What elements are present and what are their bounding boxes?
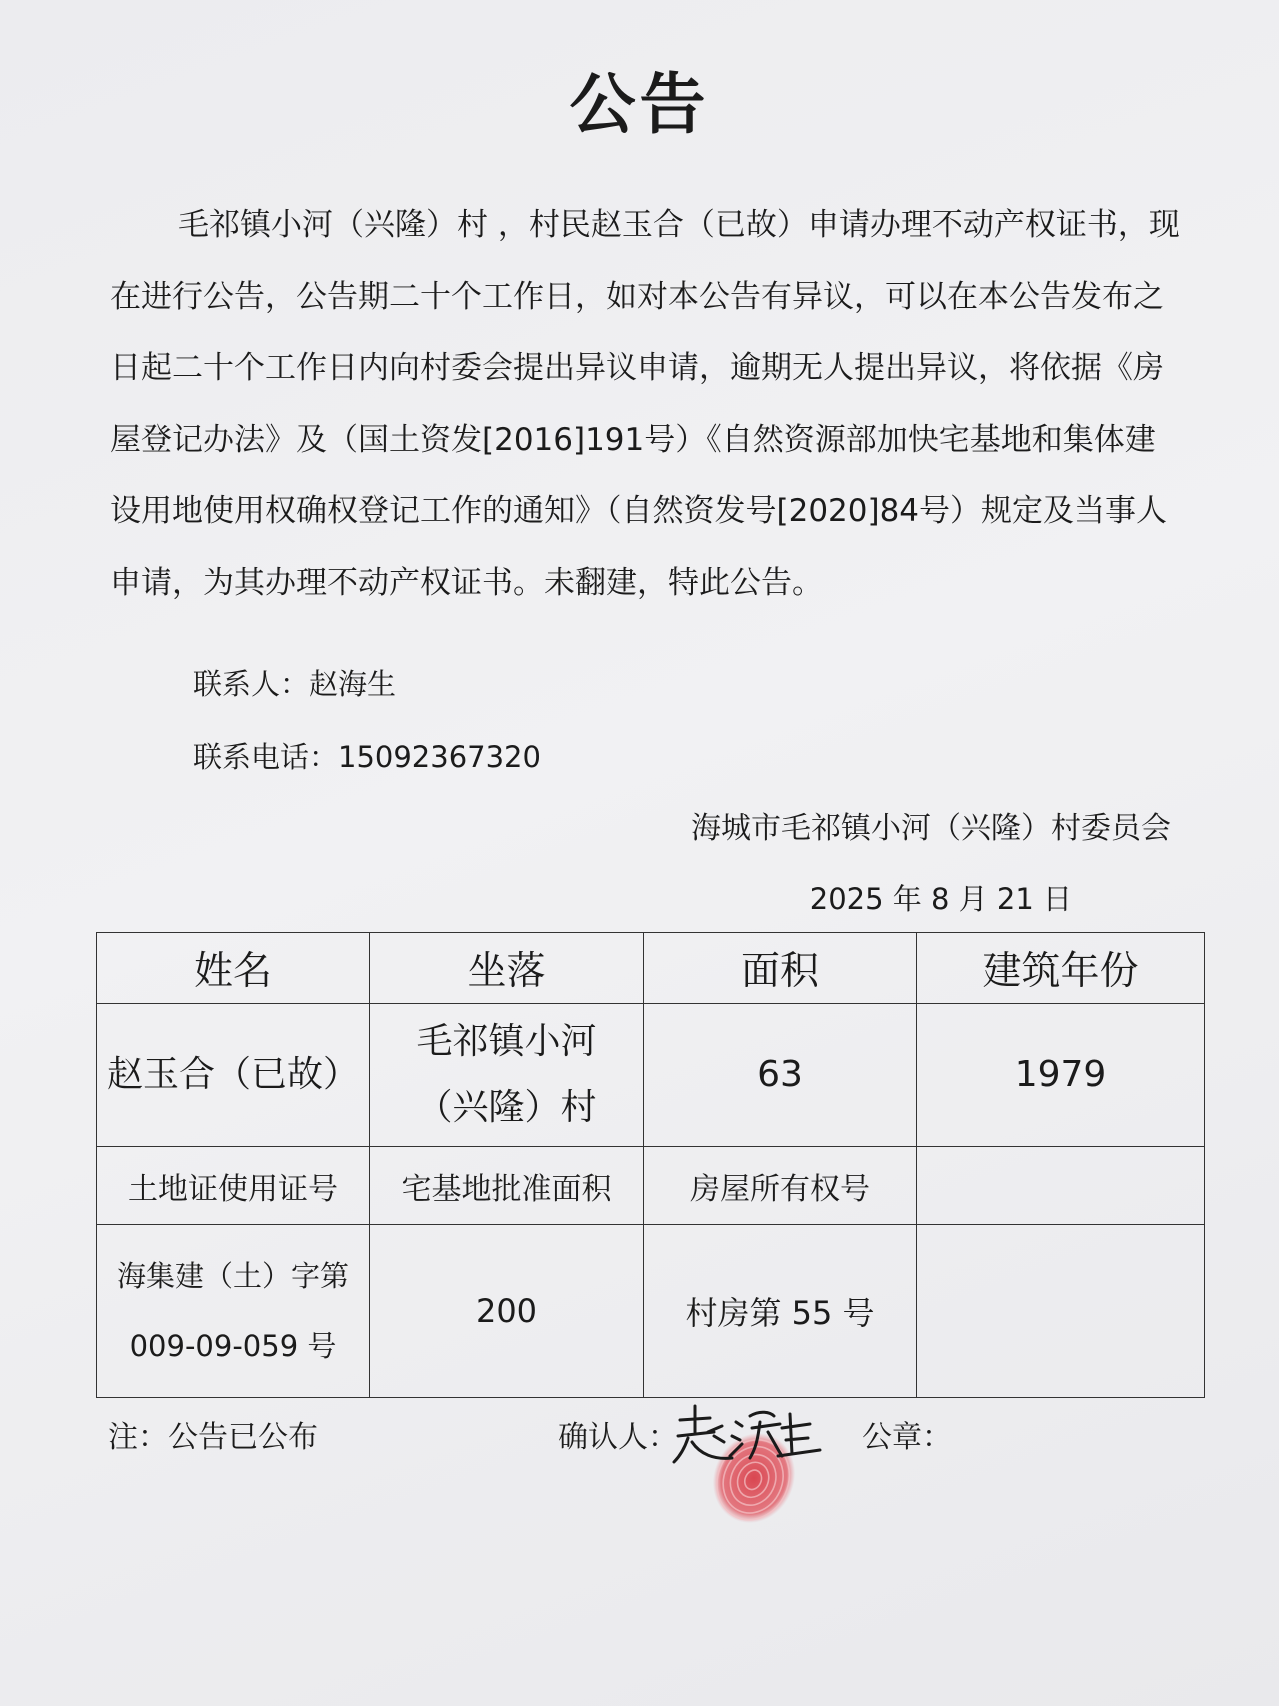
cell-land-cert-line2: 009-09-059 号 bbox=[129, 1329, 337, 1363]
header-area: 面积 bbox=[644, 933, 917, 1004]
table-header-row bbox=[97, 933, 1205, 1004]
cell-name: 赵玉合（已故） bbox=[97, 1004, 370, 1147]
property-info-table bbox=[96, 932, 1205, 1398]
notice-title: 公告 bbox=[569, 66, 710, 143]
cell-house-no: 村房第 55 号 bbox=[644, 1225, 917, 1398]
contact-person: 联系人：赵海生 bbox=[193, 667, 397, 701]
cell-approved-area: 200 bbox=[370, 1225, 644, 1398]
header-build-year: 建筑年份 bbox=[917, 933, 1205, 1004]
table-subheader-row bbox=[97, 1147, 1205, 1225]
subheader-approved-area: 宅基地批准面积 bbox=[370, 1147, 644, 1225]
footer-note: 注：公告已公布 bbox=[108, 1420, 318, 1455]
header-location: 坐落 bbox=[370, 933, 644, 1004]
subheader-land-cert: 土地证使用证号 bbox=[97, 1147, 370, 1225]
issuing-organization: 海城市毛祁镇小河（兴隆）村委员会 bbox=[691, 811, 1171, 846]
subheader-house-ownership: 房屋所有权号 bbox=[644, 1147, 917, 1225]
notice-body: 毛祁镇小河（兴隆）村 ，村民赵玉合（已故）申请办理不动产权证书，现在进行公告，公告期二十个工作日，如对本公告有异议，可以在本公告发布之日起二十个工作日内向村委会提出异议申请，逾期无人提出异议，将依据《房屋登记办法》及（国土资发[2016]191号）《自然资源部加快宅基地和集体建设用地使用权确权登记工作的通知》（自然资发号[2020]84号）规定及当事人申请，为其办理不动产权证书。未翻建，特此公告。 bbox=[110, 207, 1180, 601]
cell-location bbox=[370, 1004, 644, 1147]
subheader-empty bbox=[917, 1147, 1205, 1225]
cell-area: 63 bbox=[644, 1004, 917, 1147]
table-row bbox=[97, 1004, 1205, 1147]
cell-location-line1: 毛祁镇小河 bbox=[416, 1021, 597, 1062]
handwritten-signature bbox=[670, 1392, 830, 1472]
contact-phone: 联系电话：15092367320 bbox=[193, 740, 541, 774]
header-name: 姓名 bbox=[97, 933, 370, 1004]
confirm-label: 确认人： bbox=[558, 1420, 678, 1455]
cell-land-cert bbox=[97, 1225, 370, 1398]
cell-extra bbox=[917, 1225, 1205, 1398]
table-row bbox=[97, 1225, 1205, 1398]
cell-land-cert-line1: 海集建（土）字第 bbox=[116, 1259, 349, 1293]
seal-label: 公章： bbox=[862, 1420, 952, 1455]
cell-location-line2: （兴隆）村 bbox=[416, 1087, 597, 1128]
cell-build-year: 1979 bbox=[917, 1004, 1205, 1147]
issue-date: 2025 年 8 月 21 日 bbox=[809, 882, 1072, 916]
